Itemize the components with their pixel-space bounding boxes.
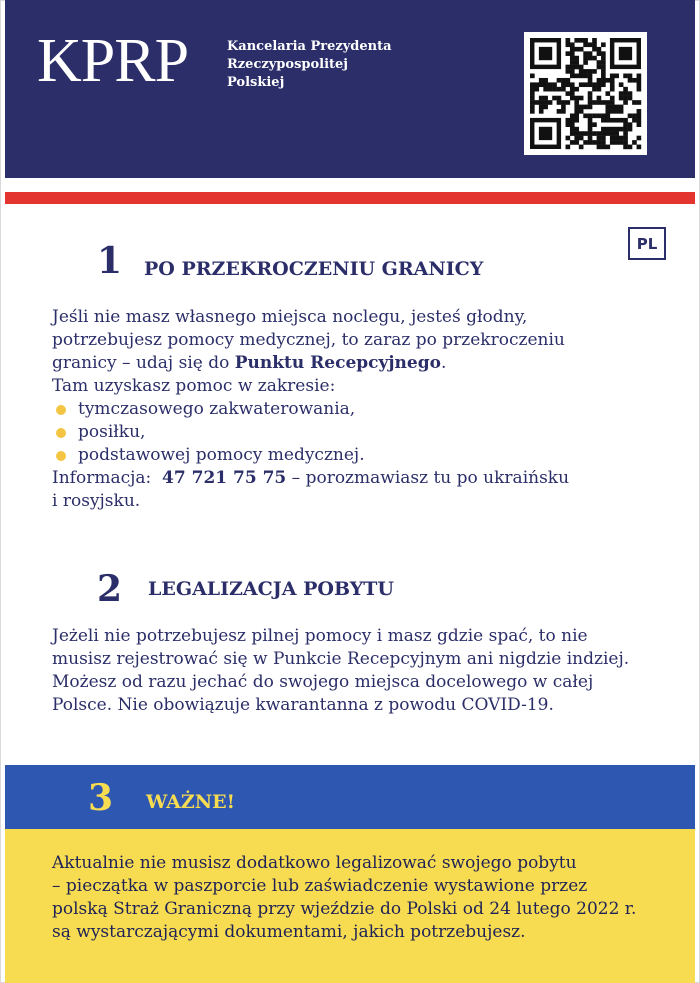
org-name-line: Kancelaria Prezydenta bbox=[227, 39, 392, 54]
section-3-number: 3 bbox=[88, 777, 114, 819]
organization-name bbox=[227, 38, 392, 92]
text-line: Polsce. Nie obowiązuje kwarantanna z powodu COVID-19. bbox=[52, 695, 554, 715]
section-2-body bbox=[52, 625, 629, 717]
text-line: są wystarczającymi dokumentami, jakich potrzebujesz. bbox=[52, 922, 526, 942]
text-line: Jeżeli nie potrzebujesz pilnej pomocy i masz gdzie spać, to nie bbox=[52, 626, 588, 646]
section-1-body bbox=[52, 306, 569, 513]
text-line: Możesz od razu jechać do swojego miejsca docelowego w całej bbox=[52, 672, 594, 692]
info-phone: 47 721 75 75 bbox=[162, 468, 287, 488]
info-label: Informacja: bbox=[52, 468, 163, 488]
bullet-dot-icon bbox=[56, 428, 66, 438]
bullet-dot-icon bbox=[56, 451, 66, 461]
text-line: potrzebujesz pomocy medycznej, to zaraz po przekroczeniu bbox=[52, 330, 565, 350]
org-name-line: Rzeczypospolitej bbox=[227, 57, 349, 72]
flag-stripe-red bbox=[5, 192, 695, 204]
text-line bbox=[52, 352, 569, 375]
section-1-number: 1 bbox=[97, 240, 123, 282]
text-line: Jeśli nie masz własnego miejsca noclegu, jesteś głodny, bbox=[52, 307, 528, 327]
text-span: granicy – udaj się do bbox=[52, 353, 235, 373]
text-line: – pieczątka w paszporcie lub zaświadczenie wystawione przez bbox=[52, 876, 588, 896]
bullet-text: tymczasowego zakwaterowania, bbox=[78, 399, 356, 419]
info-suffix: – porozmawiasz tu po ukraińsku bbox=[286, 468, 570, 488]
text-line bbox=[52, 467, 569, 490]
section-3-title: WAŻNE! bbox=[146, 791, 235, 813]
section-1-title: PO PRZEKROCZENIU GRANICY bbox=[144, 258, 484, 280]
org-name-line: Polskiej bbox=[227, 75, 285, 90]
bullet-dot-icon bbox=[56, 405, 66, 415]
header-banner bbox=[5, 0, 695, 178]
reception-point-label: Punktu Recepcyjnego bbox=[234, 353, 441, 373]
kprp-logo: KPRP bbox=[37, 27, 189, 95]
text-span: . bbox=[440, 353, 447, 373]
bullet-item bbox=[52, 444, 569, 467]
section-3-body bbox=[52, 852, 636, 944]
bullet-item bbox=[52, 421, 569, 444]
bullet-item bbox=[52, 398, 569, 421]
language-badge: PL bbox=[628, 227, 666, 260]
text-line: Aktualnie nie musisz dodatkowo legalizować swojego pobytu bbox=[52, 853, 577, 873]
bullet-text: podstawowej pomocy medycznej. bbox=[78, 445, 365, 465]
text-line: i rosyjsku. bbox=[52, 491, 141, 511]
bullet-text: posiłku, bbox=[78, 422, 146, 442]
flag-stripe-white bbox=[5, 178, 695, 192]
text-line: polską Straż Graniczną przy wjeździe do Polski od 24 lutego 2022 r. bbox=[52, 899, 637, 919]
text-line: Tam uzyskasz pomoc w zakresie: bbox=[52, 376, 336, 396]
text-line: musisz rejestrować się w Punkcie Recepcyjnym ani nigdzie indziej. bbox=[52, 649, 630, 669]
section-2-title: LEGALIZACJA POBYTU bbox=[148, 578, 394, 600]
qr-code-icon bbox=[524, 32, 647, 155]
section-2-number: 2 bbox=[97, 568, 123, 610]
